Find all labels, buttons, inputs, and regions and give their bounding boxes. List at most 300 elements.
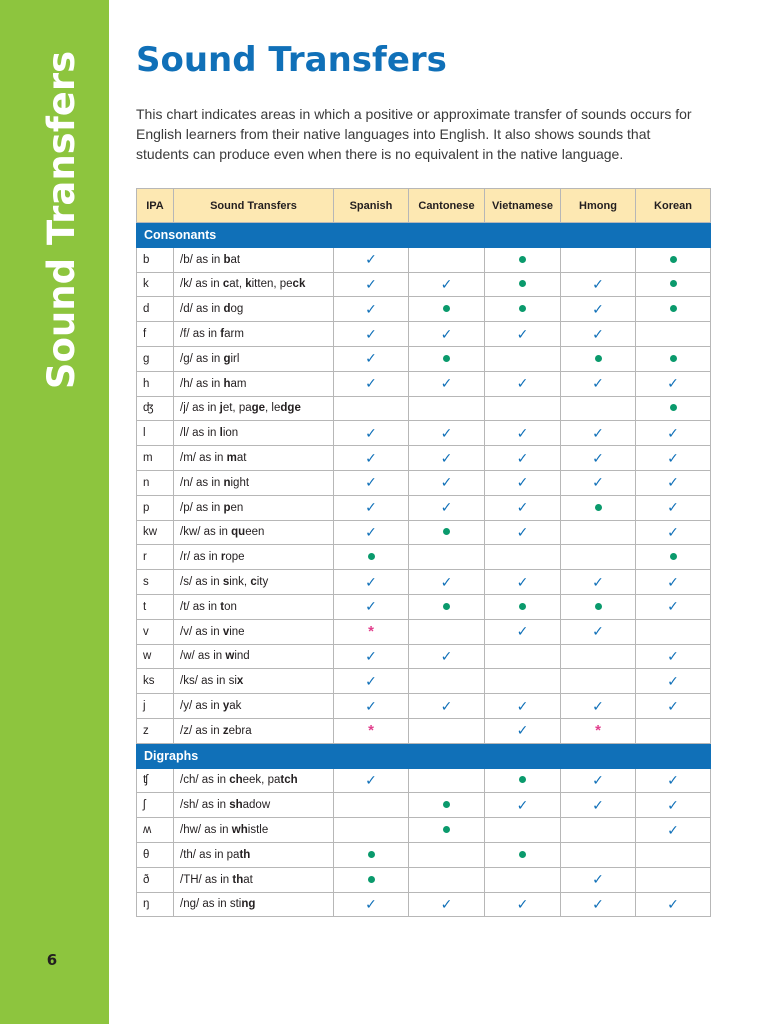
cell-vietnamese: [485, 272, 561, 297]
check-icon: ✓: [667, 821, 679, 838]
cell-spanish: [334, 842, 409, 867]
asterisk-icon: *: [595, 722, 601, 740]
example-bold-letters: g: [223, 352, 231, 365]
check-icon: ✓: [592, 375, 604, 392]
dot-icon: [443, 826, 450, 833]
check-icon: ✓: [667, 796, 679, 813]
example-text-part: /g/ as in: [180, 352, 224, 365]
cell-hmong: [561, 421, 636, 446]
page-title: Sound Transfers: [136, 40, 447, 80]
cell-spanish: [334, 793, 409, 818]
header-hmong: Hmong: [561, 189, 636, 223]
example-text-part: /t/ as in: [180, 600, 221, 613]
cell-vietnamese: [485, 322, 561, 347]
example-text-part: irl: [230, 352, 240, 365]
check-icon: ✓: [516, 573, 529, 590]
cell-korean: [636, 842, 711, 867]
example-text-part: am: [230, 377, 247, 390]
table-row: [137, 421, 711, 446]
check-icon: ✓: [592, 573, 604, 590]
cell-korean: [636, 297, 711, 322]
example-text: [174, 818, 334, 843]
dot-icon: [368, 851, 375, 858]
cell-cantonese: [409, 297, 485, 322]
table-row: [137, 371, 711, 396]
check-icon: ✓: [365, 275, 377, 292]
example-text: [174, 396, 334, 421]
example-text-part: itten, pe: [251, 278, 293, 291]
example-bold-letters: h: [223, 377, 231, 390]
example-bold-letters: ck: [292, 278, 306, 291]
table-row: [137, 619, 711, 644]
ipa-symbol: t: [137, 594, 174, 619]
cell-vietnamese: [485, 570, 561, 595]
cell-vietnamese: [485, 421, 561, 446]
check-icon: ✓: [440, 895, 453, 912]
cell-vietnamese: [485, 818, 561, 843]
example-bold-letters: th: [239, 848, 251, 861]
dot-icon: [443, 355, 450, 362]
example-text-part: /TH/ as in: [180, 873, 233, 886]
cell-hmong: [561, 619, 636, 644]
check-icon: ✓: [440, 474, 453, 491]
cell-spanish: [334, 545, 409, 570]
example-bold-letters: x: [236, 675, 244, 688]
table-row: [137, 644, 711, 669]
check-icon: ✓: [516, 895, 529, 912]
example-text: [174, 867, 334, 892]
example-text: [174, 520, 334, 545]
check-icon: ✓: [516, 623, 529, 640]
dot-icon: [670, 355, 677, 362]
table-row: [137, 867, 711, 892]
cell-vietnamese: [485, 644, 561, 669]
check-icon: ✓: [365, 672, 377, 689]
check-icon: ✓: [365, 697, 377, 714]
example-bold-letters: p: [223, 501, 231, 514]
check-icon: ✓: [592, 325, 604, 342]
check-icon: ✓: [592, 771, 604, 788]
cell-spanish: [334, 421, 409, 446]
cell-vietnamese: [485, 545, 561, 570]
example-text-part: /r/ as in: [180, 551, 221, 564]
example-bold-letters: th: [232, 873, 244, 886]
cell-korean: [636, 346, 711, 371]
example-text-part: /y/ as in: [180, 700, 223, 713]
cell-hmong: [561, 570, 636, 595]
example-text-part: /sh/ as in: [180, 799, 230, 812]
intro-paragraph: This chart indicates areas in which a positive or approximate transfer of sounds occurs for English learners from their native languages into English. It also shows sounds that students can produce even when there is no equivalent in the native language.: [136, 106, 692, 162]
cell-cantonese: [409, 322, 485, 347]
dot-icon: [519, 851, 526, 858]
example-text-part: /kw/ as in: [180, 526, 232, 539]
example-bold-letters: k: [245, 278, 252, 291]
check-icon: ✓: [516, 375, 529, 392]
cell-korean: [636, 594, 711, 619]
cell-vietnamese: [485, 446, 561, 471]
ipa-symbol: s: [137, 570, 174, 595]
cell-vietnamese: [485, 371, 561, 396]
example-text-part: ight: [230, 476, 250, 489]
example-bold-letters: d: [223, 303, 231, 316]
check-icon: ✓: [365, 300, 377, 317]
table-row: [137, 446, 711, 471]
cell-spanish: [334, 346, 409, 371]
cell-cantonese: [409, 867, 485, 892]
cell-vietnamese: [485, 594, 561, 619]
cell-hmong: [561, 793, 636, 818]
check-icon: ✓: [440, 573, 453, 590]
example-text-part: en: [230, 501, 244, 514]
dot-icon: [519, 280, 526, 287]
dot-icon: [368, 876, 375, 883]
cell-hmong: [561, 718, 636, 743]
cell-cantonese: [409, 892, 485, 917]
asterisk-icon: *: [368, 623, 374, 641]
check-icon: ✓: [592, 474, 604, 491]
example-text: [174, 346, 334, 371]
example-text: [174, 421, 334, 446]
cell-hmong: [561, 470, 636, 495]
table-row: [137, 718, 711, 743]
cell-cantonese: [409, 396, 485, 421]
dot-icon: [519, 776, 526, 783]
cell-vietnamese: [485, 247, 561, 272]
cell-spanish: [334, 396, 409, 421]
example-text: [174, 322, 334, 347]
table-header-row: [137, 189, 711, 223]
check-icon: ✓: [365, 350, 377, 367]
example-text-part: /b/ as in: [180, 253, 224, 266]
check-icon: ✓: [667, 449, 679, 466]
cell-vietnamese: [485, 892, 561, 917]
dot-icon: [595, 355, 602, 362]
table-row: [137, 297, 711, 322]
header-spanish: Spanish: [334, 189, 409, 223]
ipa-symbol: θ: [137, 842, 174, 867]
check-icon: ✓: [440, 424, 453, 441]
sidebar-title: Sound Transfers: [40, 50, 83, 390]
example-text-part: og: [230, 303, 244, 316]
cell-vietnamese: [485, 297, 561, 322]
example-text: [174, 694, 334, 719]
check-icon: ✓: [440, 697, 453, 714]
example-text-part: /th/ as in pa: [180, 848, 240, 861]
cell-hmong: [561, 669, 636, 694]
table-row: [137, 272, 711, 297]
table-row: [137, 842, 711, 867]
ipa-symbol: z: [137, 718, 174, 743]
cell-hmong: [561, 346, 636, 371]
check-icon: ✓: [516, 722, 529, 739]
cell-korean: [636, 818, 711, 843]
cell-cantonese: [409, 470, 485, 495]
cell-korean: [636, 892, 711, 917]
example-text: [174, 495, 334, 520]
example-bold-letters: z: [222, 724, 229, 737]
table-row: [137, 520, 711, 545]
dot-icon: [368, 553, 375, 560]
cell-korean: [636, 793, 711, 818]
cell-spanish: [334, 272, 409, 297]
cell-cantonese: [409, 842, 485, 867]
dot-icon: [443, 305, 450, 312]
cell-vietnamese: [485, 619, 561, 644]
example-text-part: at,: [229, 278, 246, 291]
cell-vietnamese: [485, 694, 561, 719]
example-text-part: /j/ as in: [180, 402, 220, 415]
check-icon: ✓: [667, 697, 679, 714]
example-text-part: istle: [247, 824, 269, 837]
sidebar: [0, 0, 109, 1024]
ipa-symbol: n: [137, 470, 174, 495]
check-icon: ✓: [592, 871, 604, 888]
cell-spanish: [334, 892, 409, 917]
example-text: [174, 545, 334, 570]
example-text-part: /h/ as in: [180, 377, 224, 390]
example-text: [174, 470, 334, 495]
check-icon: ✓: [440, 275, 453, 292]
cell-hmong: [561, 272, 636, 297]
example-text-part: /ng/ as in sti: [180, 898, 242, 911]
cell-cantonese: [409, 594, 485, 619]
cell-hmong: [561, 644, 636, 669]
cell-spanish: [334, 669, 409, 694]
table-row: [137, 322, 711, 347]
check-icon: ✓: [440, 647, 453, 664]
cell-hmong: [561, 396, 636, 421]
cell-spanish: [334, 570, 409, 595]
ipa-symbol: d: [137, 297, 174, 322]
cell-spanish: [334, 644, 409, 669]
cell-cantonese: [409, 346, 485, 371]
cell-vietnamese: [485, 718, 561, 743]
example-bold-letters: dge: [280, 402, 301, 415]
check-icon: ✓: [365, 474, 377, 491]
dot-icon: [519, 603, 526, 610]
dot-icon: [519, 305, 526, 312]
table-row: [137, 594, 711, 619]
header-korean: Korean: [636, 189, 711, 223]
header-ipa: IPA: [137, 189, 174, 223]
example-text: [174, 842, 334, 867]
example-text-part: ak: [229, 700, 242, 713]
example-bold-letters: ng: [241, 898, 256, 911]
cell-vietnamese: [485, 669, 561, 694]
table-row: [137, 396, 711, 421]
example-text: [174, 793, 334, 818]
check-icon: ✓: [592, 796, 604, 813]
cell-vietnamese: [485, 842, 561, 867]
cell-korean: [636, 644, 711, 669]
cell-cantonese: [409, 247, 485, 272]
dot-icon: [670, 256, 677, 263]
cell-korean: [636, 718, 711, 743]
check-icon: ✓: [516, 325, 529, 342]
dot-icon: [595, 504, 602, 511]
check-icon: ✓: [592, 449, 604, 466]
cell-vietnamese: [485, 768, 561, 793]
dot-icon: [670, 305, 677, 312]
check-icon: ✓: [667, 499, 679, 516]
cell-korean: [636, 322, 711, 347]
cell-spanish: [334, 322, 409, 347]
cell-vietnamese: [485, 396, 561, 421]
check-icon: ✓: [592, 697, 604, 714]
example-text-part: /f/ as in: [180, 328, 221, 341]
check-icon: ✓: [516, 424, 529, 441]
cell-spanish: [334, 768, 409, 793]
cell-vietnamese: [485, 495, 561, 520]
example-text-part: adow: [242, 799, 271, 812]
check-icon: ✓: [592, 895, 604, 912]
cell-spanish: [334, 446, 409, 471]
example-bold-letters: m: [226, 452, 237, 465]
cell-vietnamese: [485, 793, 561, 818]
section-header-digraphs: [137, 743, 711, 768]
cell-spanish: [334, 867, 409, 892]
cell-korean: [636, 396, 711, 421]
cell-cantonese: [409, 768, 485, 793]
example-text-part: een: [245, 526, 265, 539]
example-bold-letters: b: [223, 253, 231, 266]
ipa-symbol: ʤ: [137, 396, 174, 421]
example-text-part: /s/ as in: [180, 576, 223, 589]
cell-vietnamese: [485, 867, 561, 892]
example-bold-letters: tch: [280, 774, 298, 787]
example-text-part: /hw/ as in: [180, 824, 232, 837]
check-icon: ✓: [667, 647, 679, 664]
header-cantonese: Cantonese: [409, 189, 485, 223]
ipa-symbol: j: [137, 694, 174, 719]
cell-korean: [636, 421, 711, 446]
cell-vietnamese: [485, 520, 561, 545]
check-icon: ✓: [440, 325, 453, 342]
ipa-symbol: ʧ: [137, 768, 174, 793]
ipa-symbol: ks: [137, 669, 174, 694]
sound-transfers-table: [136, 188, 711, 917]
example-text-part: et, pa: [222, 402, 252, 415]
dot-icon: [670, 553, 677, 560]
ipa-symbol: g: [137, 346, 174, 371]
dot-icon: [670, 280, 677, 287]
cell-hmong: [561, 545, 636, 570]
example-bold-letters: qu: [231, 526, 246, 539]
cell-cantonese: [409, 371, 485, 396]
cell-hmong: [561, 818, 636, 843]
ipa-symbol: v: [137, 619, 174, 644]
ipa-symbol: l: [137, 421, 174, 446]
cell-hmong: [561, 892, 636, 917]
cell-vietnamese: [485, 346, 561, 371]
ipa-symbol: p: [137, 495, 174, 520]
example-text-part: /p/ as in: [180, 501, 224, 514]
table-row: [137, 346, 711, 371]
cell-korean: [636, 768, 711, 793]
example-text-part: ebra: [228, 724, 252, 737]
cell-spanish: [334, 297, 409, 322]
cell-cantonese: [409, 495, 485, 520]
table-row: [137, 818, 711, 843]
example-bold-letters: sh: [229, 799, 243, 812]
table-row: [137, 793, 711, 818]
cell-spanish: [334, 718, 409, 743]
cell-hmong: [561, 768, 636, 793]
check-icon: ✓: [592, 275, 604, 292]
table-row: [137, 545, 711, 570]
example-text-part: at: [230, 253, 241, 266]
ipa-symbol: ð: [137, 867, 174, 892]
example-bold-letters: v: [222, 625, 230, 638]
check-icon: ✓: [667, 598, 679, 615]
check-icon: ✓: [365, 598, 377, 615]
example-text: [174, 718, 334, 743]
table-row: [137, 570, 711, 595]
cell-hmong: [561, 446, 636, 471]
example-text-part: ope: [225, 551, 245, 564]
cell-korean: [636, 669, 711, 694]
table-row: [137, 768, 711, 793]
header-vietnamese: Vietnamese: [485, 189, 561, 223]
example-bold-letters: c: [250, 576, 257, 589]
ipa-symbol: w: [137, 644, 174, 669]
cell-hmong: [561, 297, 636, 322]
ipa-symbol: ʍ: [137, 818, 174, 843]
check-icon: ✓: [667, 672, 679, 689]
example-bold-letters: wh: [231, 824, 248, 837]
cell-hmong: [561, 371, 636, 396]
ipa-symbol: kw: [137, 520, 174, 545]
cell-korean: [636, 371, 711, 396]
example-text: [174, 371, 334, 396]
check-icon: ✓: [592, 424, 604, 441]
asterisk-icon: *: [368, 722, 374, 740]
example-text-part: /z/ as in: [180, 724, 223, 737]
cell-hmong: [561, 520, 636, 545]
cell-cantonese: [409, 669, 485, 694]
check-icon: ✓: [440, 375, 453, 392]
example-text-part: on: [224, 600, 237, 613]
cell-cantonese: [409, 694, 485, 719]
ipa-symbol: b: [137, 247, 174, 272]
check-icon: ✓: [667, 895, 679, 912]
check-icon: ✓: [516, 499, 529, 516]
example-bold-letters: c: [222, 278, 230, 291]
cell-korean: [636, 619, 711, 644]
example-text-part: ion: [222, 427, 239, 440]
cell-spanish: [334, 520, 409, 545]
check-icon: ✓: [365, 573, 377, 590]
example-text-part: /n/ as in: [180, 476, 224, 489]
check-icon: ✓: [667, 573, 679, 590]
cell-cantonese: [409, 718, 485, 743]
example-bold-letters: ge: [251, 402, 266, 415]
example-text: [174, 669, 334, 694]
example-bold-letters: j: [219, 402, 223, 415]
cell-korean: [636, 694, 711, 719]
example-text: [174, 594, 334, 619]
example-text-part: /ks/ as in si: [180, 675, 237, 688]
cell-cantonese: [409, 446, 485, 471]
cell-hmong: [561, 594, 636, 619]
cell-korean: [636, 867, 711, 892]
cell-korean: [636, 446, 711, 471]
check-icon: ✓: [592, 300, 604, 317]
check-icon: ✓: [516, 474, 529, 491]
cell-cantonese: [409, 619, 485, 644]
table-row: [137, 669, 711, 694]
check-icon: ✓: [365, 771, 377, 788]
